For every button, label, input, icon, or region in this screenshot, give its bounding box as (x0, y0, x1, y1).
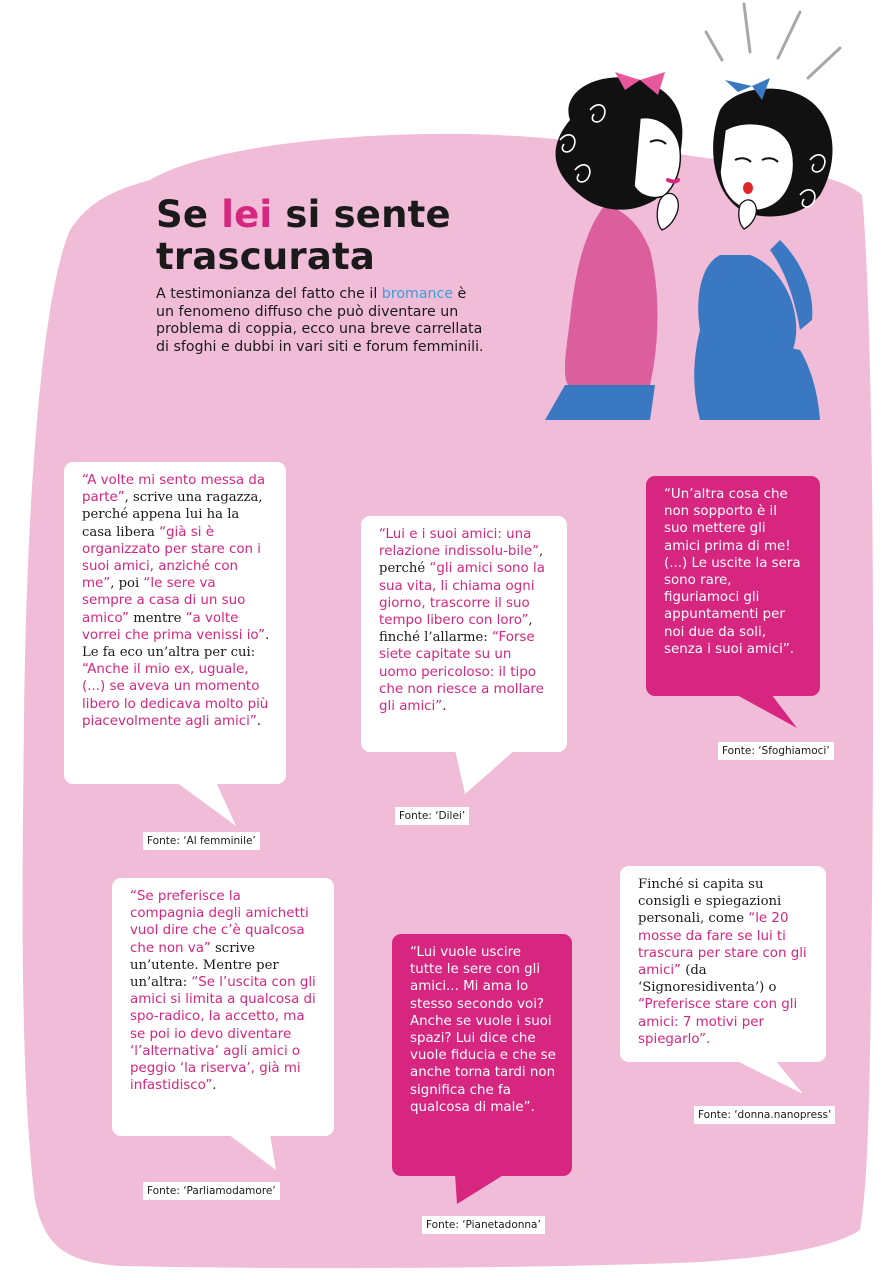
quote-text: “a volte vorrei che prima venissi io” (82, 610, 266, 643)
quote-text: “Se preferisce la compagnia degli amichetti vuol dire che c’è qualcosa che non va” (130, 889, 309, 956)
quote-text: “le sere va sempre a casa di un suo amico” (82, 576, 246, 626)
page-title: Se lei si sente trascurata (156, 193, 451, 278)
bubble-text (130, 888, 318, 1094)
bromance-highlight: bromance (381, 286, 454, 302)
narration-text: , poi (110, 576, 144, 592)
bubble-tail (176, 782, 256, 832)
bubble-text (664, 486, 804, 658)
bubble-tail (735, 694, 805, 734)
quote-text: “Lui e i suoi amici: una relazione indissolu-bile” (379, 527, 540, 560)
quote-bubble-al-femminile (64, 462, 286, 784)
narration-text: , scrive una ragazza, perché appena lui ha la casa libera (82, 490, 263, 540)
narration-text: Finché si capita su consigli e spiegazioni personali, come (638, 877, 782, 927)
source-label: Fonte: ‘Dilei’ (395, 807, 469, 825)
intro-paragraph: A testimonianza del fatto che il bromance è un fenomeno diffuso che può diventare un problema di coppia, ecco una breve carrellata di sfoghi e dubbi in vari siti e forum femminili. (156, 286, 484, 355)
narration-text: mentre (129, 610, 186, 626)
narration-text: . Le fa eco un’altra per cui: (82, 627, 270, 661)
quote-bubble-dilei (361, 516, 567, 752)
narration-text: . (212, 1078, 217, 1094)
source-label: Fonte: ‘Al femminile’ (143, 832, 260, 850)
quote-bubble-pianetadonna (392, 934, 572, 1176)
narration-text: , finché l’allarme: (379, 613, 533, 646)
quote-text: “le 20 mosse da fare se lui ti trascura per stare con gli amici” (638, 911, 807, 979)
bubble-tail (455, 1174, 525, 1210)
source-label: Fonte: ‘donna.nanopress’ (694, 1106, 835, 1124)
narration-text: . (256, 713, 261, 729)
bubble-text (82, 472, 270, 730)
narration-text: scrive un’utente. Mentre per un’altra: (130, 940, 279, 991)
source-label: Fonte: ‘Parliamodamore’ (143, 1182, 280, 1200)
quote-text: “Anche il mio ex, uguale, (...) se aveva un momento libero lo dedicava molto più piacevolmente agli amici” (82, 662, 269, 729)
source-label: Fonte: ‘Sfoghiamoci’ (718, 742, 834, 760)
bubble-tail (455, 750, 545, 798)
quote-text: “Lui vuole uscire tutte le sere con gli amici... Mi ama lo stesso secondo voi? Anche se vuole i suoi spazi? Lui dice che vuole fiducia e che se anche torna tardi non significa che fa qualcosa di male”. (410, 945, 556, 1115)
quote-text: “Se l’uscita con gli amici si limita a qualcosa di spo-radico, la accetto, ma se poi io devo diventare ‘l’alternativa’ agli amici o peggio ‘la riserva’, già mi infastidisco” (130, 975, 316, 1094)
quote-text: “A volte mi sento messa da parte” (82, 473, 266, 506)
bubble-tail (735, 1060, 815, 1100)
two-women-whispering-illustration (520, 0, 890, 430)
quote-text: “già si è organizzato per stare con i suoi amici, anziché con me” (82, 524, 261, 592)
title-highlight: lei (221, 193, 273, 236)
quote-text: “Preferisce stare con gli amici: 7 motivi per spiegarlo”. (638, 997, 798, 1047)
quote-bubble-parliamodamore (112, 878, 334, 1136)
quote-text: “Un’altra cosa che non sopporto è il suo mettere gli amici prima di me! (...) Le uscite la sera sono rare, figuriamoci gli appuntamenti per noi due da soli, senza i suoi amici”. (664, 487, 801, 657)
source-label: Fonte: ‘Pianetadonna’ (422, 1216, 545, 1234)
quote-text: “Forse siete capitate su un uomo pericoloso: il tipo che non riesce a mollare gli amici” (379, 630, 544, 715)
bubble-text (638, 876, 810, 1048)
quote-bubble-sfoghiamoci (646, 476, 820, 696)
bubble-tail (228, 1134, 298, 1176)
narration-text: . (442, 699, 447, 715)
bubble-text (410, 944, 556, 1116)
quote-bubble-donna-nanopress (620, 866, 826, 1062)
narration-text: (da ‘Signoresidiventa’) o (638, 963, 777, 996)
bubble-text (379, 526, 551, 715)
quote-text: “gli amici sono la sua vita, li chiama ogni giorno, trascorre il suo tempo libero con loro” (379, 561, 545, 629)
narration-text: , perché (379, 544, 544, 577)
